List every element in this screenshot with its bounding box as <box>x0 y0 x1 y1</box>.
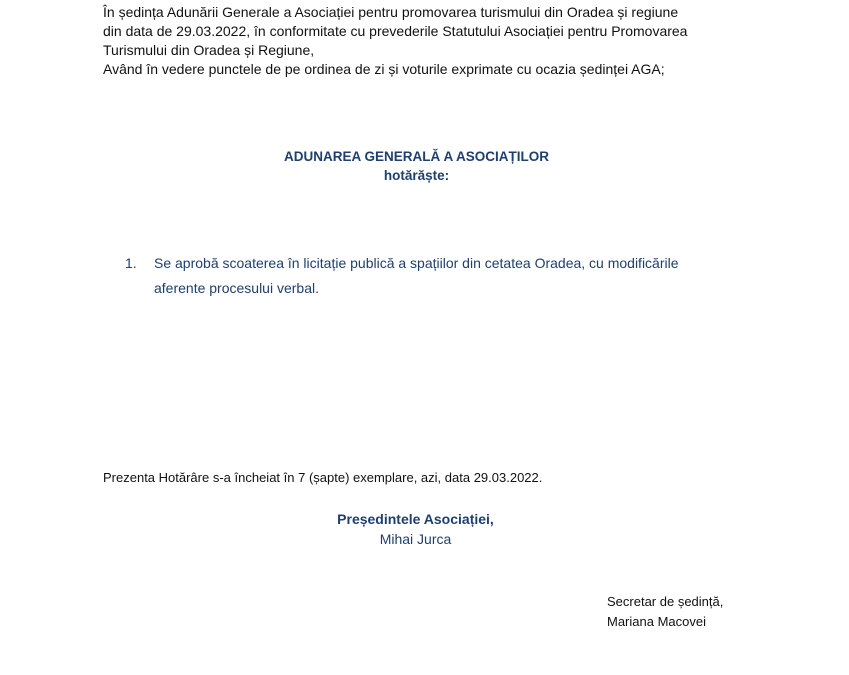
intro-line: Turismului din Oradea și Regiune, <box>103 42 315 58</box>
president-signature-block <box>0 509 849 549</box>
decision-item <box>125 251 750 301</box>
intro-line: Având în vedere punctele de pe ordinea de zi și voturile exprimate cu ocazia ședinței AGA; <box>103 61 665 77</box>
secretary-title: Secretar de ședință, <box>607 594 724 609</box>
decides-heading: hotărăște: <box>383 168 450 183</box>
secretary-signature-block <box>607 592 723 632</box>
president-name: Mihai Jurca <box>379 531 452 547</box>
decision-text-line: Se aprobă scoaterea în licitație publică a spațiilor din cetatea Oradea, cu modificările <box>154 255 679 271</box>
intro-paragraph <box>103 3 763 79</box>
decision-text-line: aferente procesului verbal. <box>154 280 319 296</box>
closing-statement: Prezenta Hotărâre s-a încheiat în 7 (șapte) exemplare, azi, data 29.03.2022. <box>103 470 543 485</box>
president-title: Președintele Asociației, <box>337 511 494 527</box>
secretary-name: Mariana Macovei <box>607 614 706 629</box>
assembly-heading: ADUNAREA GENERALĂ A ASOCIAȚILOR <box>284 149 549 164</box>
intro-line: din data de 29.03.2022, în conformitate cu prevederile Statutului Asociației pentru Promovarea <box>103 23 688 39</box>
decision-list <box>125 251 750 301</box>
decision-number: 1. <box>125 255 137 271</box>
decision-text <box>154 251 750 301</box>
intro-line: În ședința Adunării Generale a Asociației pentru promovarea turismului din Oradea și regiune <box>103 4 679 20</box>
